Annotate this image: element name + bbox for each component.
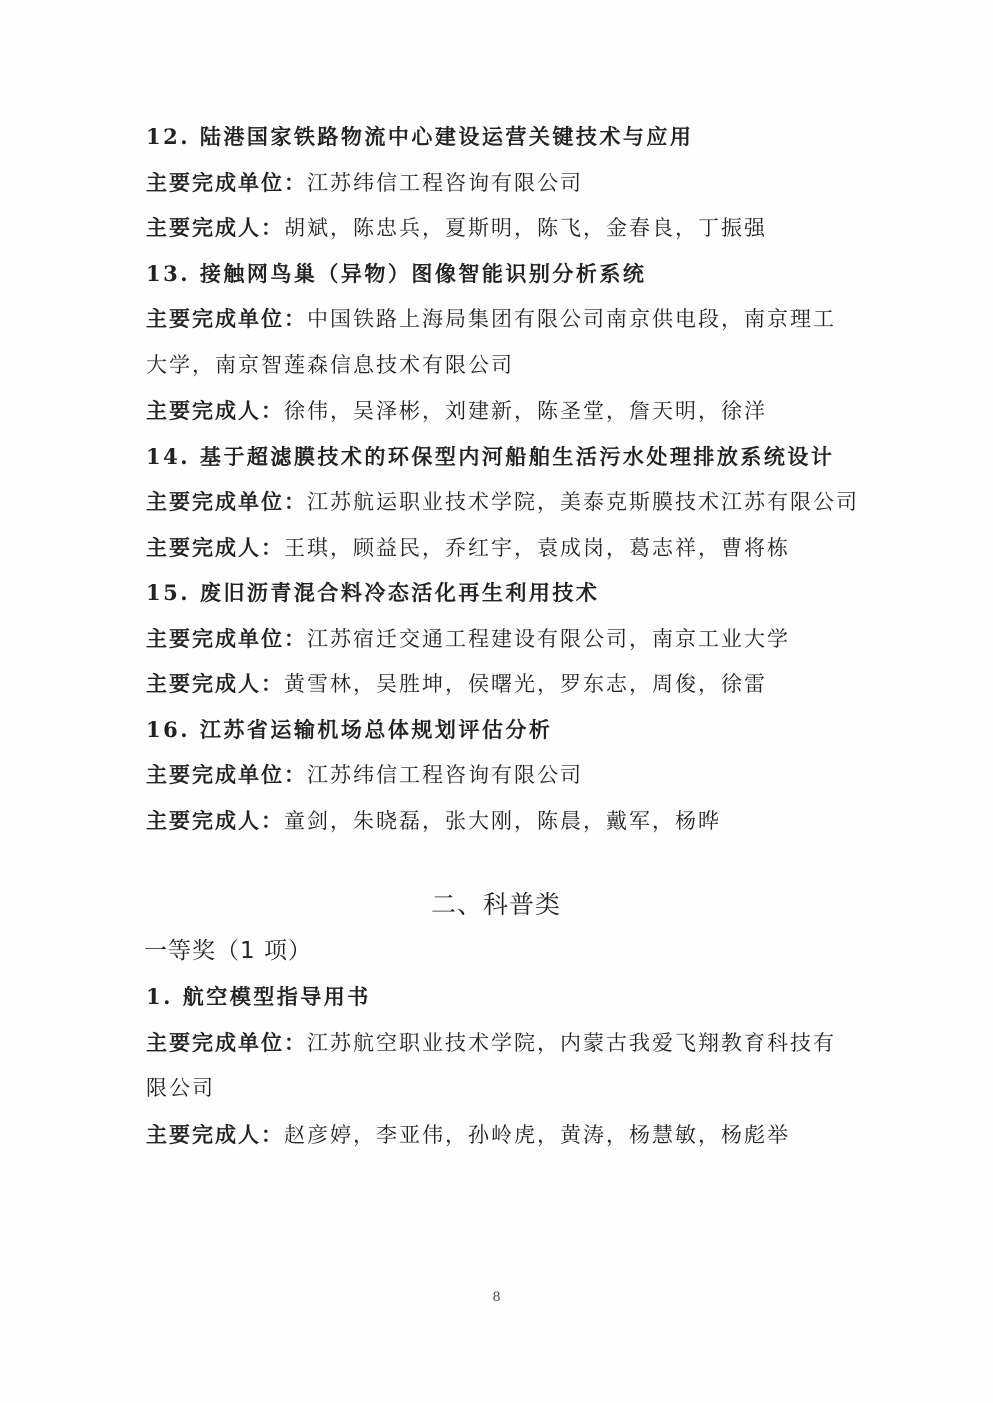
item-title: 1. 航空模型指导用书	[146, 984, 371, 1009]
unit-value: 江苏纬信工程咨询有限公司	[307, 170, 583, 195]
people-label: 主要完成人：	[146, 807, 284, 833]
unit-value: 江苏航运职业技术学院，美泰克斯膜技术江苏有限公司	[307, 490, 859, 514]
people-line	[146, 525, 846, 571]
document-content	[144, 114, 859, 1147]
people-line	[146, 205, 846, 251]
unit-line	[146, 1020, 846, 1112]
people-line	[146, 798, 846, 844]
popsci-item-1	[146, 974, 846, 1157]
people-value: 童剑，朱晓磊，张大刚，陈晨，戴军，杨晔	[284, 808, 721, 833]
people-value: 王琪，顾益民，乔红宇，袁成岗，葛志祥，曹将栋	[284, 535, 790, 560]
item-title: 13. 接触网鸟巢（异物）图像智能识别分析系统	[146, 260, 647, 286]
people-value: 胡斌，陈忠兵，夏斯明，陈飞，金春良，丁振强	[284, 216, 767, 240]
award-item-12	[146, 114, 846, 251]
people-label: 主要完成人：	[146, 215, 284, 240]
unit-value: 江苏纬信工程咨询有限公司	[307, 763, 583, 787]
people-label: 主要完成人：	[146, 671, 284, 696]
people-value: 徐伟，吴泽彬，刘建新，陈圣堂，詹天明，徐洋	[284, 399, 767, 423]
unit-label: 主要完成单位：	[146, 169, 307, 195]
award-level-heading: 一等奖（1 项）	[144, 938, 312, 964]
unit-label: 主要完成单位：	[146, 306, 307, 331]
item-title: 12. 陆港国家铁路物流中心建设运营关键技术与应用	[146, 124, 694, 149]
people-line	[146, 1112, 846, 1158]
people-value: 黄雪林，吴胜坤，侯曙光，罗东志，周俊，徐雷	[284, 672, 767, 696]
people-line	[146, 388, 846, 434]
people-label: 主要完成人：	[146, 534, 284, 560]
popsci-group	[146, 928, 846, 1157]
unit-line	[146, 479, 859, 525]
unit-value: 江苏宿迁交通工程建设有限公司，南京工业大学	[307, 626, 790, 651]
unit-label: 主要完成单位：	[146, 625, 307, 651]
unit-value: 江苏航空职业技术学院，内蒙古我爱飞翔教育科技有限公司	[146, 1030, 836, 1100]
unit-line	[146, 752, 846, 798]
unit-line	[146, 296, 846, 388]
item-title: 16. 江苏省运输机场总体规划评估分析	[146, 716, 553, 742]
unit-label: 主要完成单位：	[146, 1029, 307, 1055]
item-title: 14. 基于超滤膜技术的环保型内河船舶生活污水处理排放系统设计	[146, 443, 835, 469]
category-heading: 二、科普类	[430, 890, 561, 919]
unit-label: 主要完成单位：	[146, 762, 307, 787]
award-item-16	[146, 707, 846, 844]
unit-label: 主要完成单位：	[146, 489, 307, 514]
award-item-14	[146, 434, 859, 571]
people-line	[146, 661, 846, 707]
award-item-15	[146, 570, 846, 707]
unit-value: 中国铁路上海局集团有限公司南京供电段，南京理工大学，南京智莲森信息技术有限公司	[146, 307, 836, 377]
people-label: 主要完成人：	[146, 398, 284, 423]
page-number: 8	[492, 1290, 501, 1305]
award-item-13	[146, 251, 846, 434]
unit-line	[146, 160, 846, 206]
people-label: 主要完成人：	[146, 1121, 284, 1147]
unit-line	[146, 616, 846, 662]
item-title: 15. 废旧沥青混合料冷态活化再生利用技术	[146, 580, 600, 605]
people-value: 赵彦婷，李亚伟，孙岭虎，黄涛，杨慧敏，杨彪举	[284, 1122, 790, 1147]
